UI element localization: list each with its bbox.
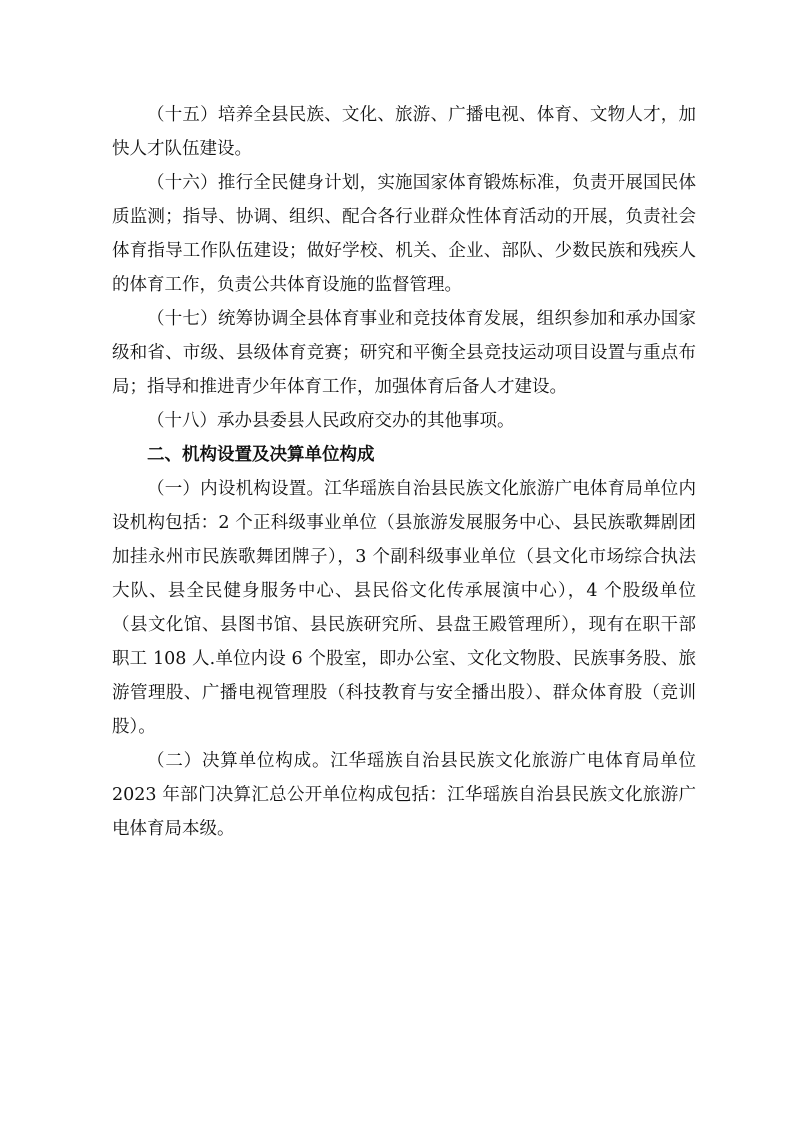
paragraph-item-18: （十八）承办县委县人民政府交办的其他事项。 (147, 411, 515, 431)
paragraph-item-15: （十五）培养全县民族、文化、旅游、广播电视、体育、文物人才，加快人才队伍建设。 (112, 105, 696, 159)
paragraph-item-17: （十七）统筹协调全县体育事业和竞技体育发展，组织参加和承办国家级和省、市级、县级体育竞赛；研究和平衡全县竞技运动项目设置与重点布局；指导和推进青少年体育工作，加强体育后备人才建设。 (112, 309, 696, 397)
paragraph-internal-structure: （一）内设机构设置。江华瑶族自治县民族文化旅游广电体育局单位内设机构包括：2 个正科级事业单位（县旅游发展服务中心、县民族歌舞剧团加挂永州市民族歌舞团牌子），3 个副科级事业单位（县文化市场综合执法大队、县全民健身服务中心、县民俗文化传承展演中心），4 个股级单位（县文化馆、县图书馆、县民族研究所、县盘王殿管理所），现有在职干部职工 108 人.单位内设 6 个股室，即办公室、文化文物股、民族事务股、旅游管理股、广播电视管理股（科技教育与安全播出股）、群众体育股（竞训股）。 (112, 479, 696, 737)
document-body (112, 98, 696, 846)
paragraph-item-16: （十六）推行全民健身计划，实施国家体育锻炼标准，负责开展国民体质监测；指导、协调、组织、配合各行业群众性体育活动的开展，负责社会体育指导工作队伍建设；做好学校、机关、企业、部队、少数民族和残疾人的体育工作，负责公共体育设施的监督管理。 (112, 173, 696, 295)
paragraph-budget-units: （二）决算单位构成。江华瑶族自治县民族文化旅游广电体育局单位 2023 年部门决算汇总公开单位构成包括：江华瑶族自治县民族文化旅游广电体育局本级。 (112, 751, 696, 839)
section-heading: 二、机构设置及决算单位构成 (147, 445, 375, 465)
